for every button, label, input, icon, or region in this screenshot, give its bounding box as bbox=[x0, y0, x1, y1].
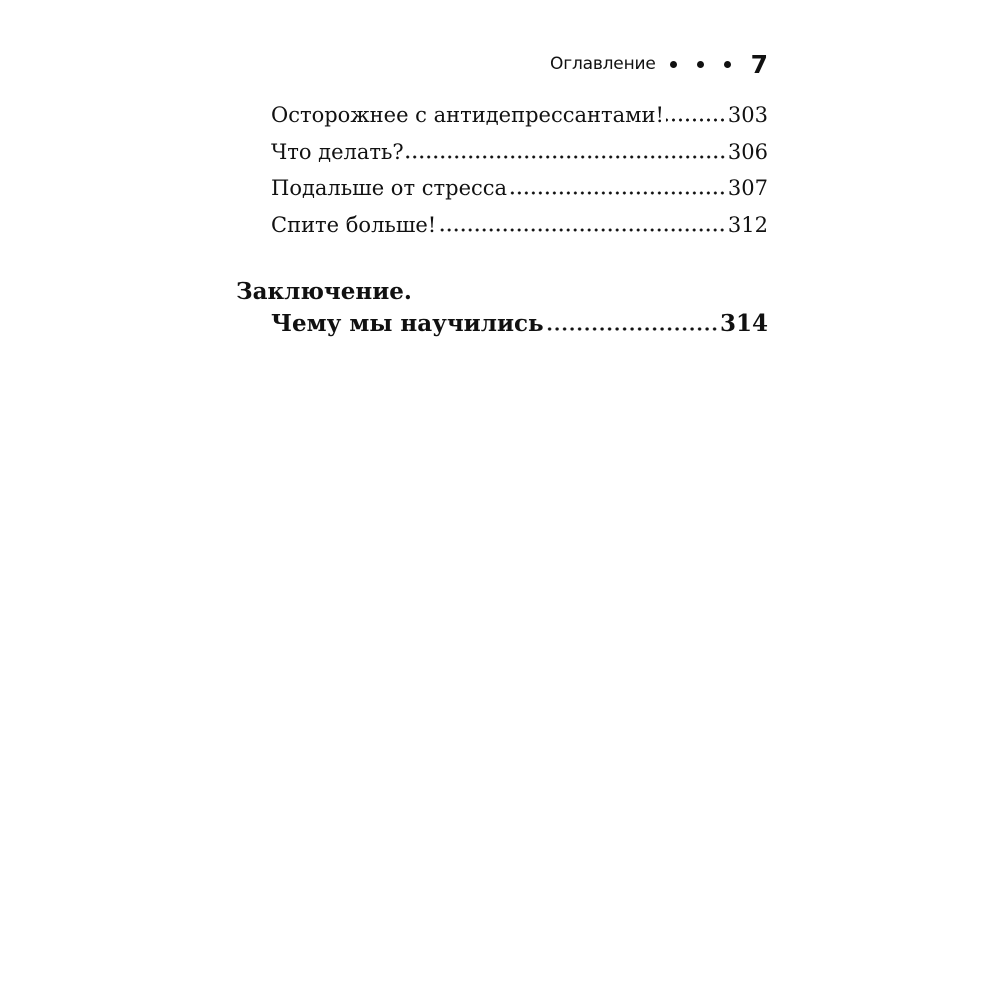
toc-entry bbox=[271, 176, 768, 213]
toc-entry bbox=[271, 103, 768, 140]
section-heading: Заключение. bbox=[236, 278, 412, 305]
table-of-contents bbox=[236, 103, 768, 347]
toc-entry-title: Подальше от стресса bbox=[271, 176, 508, 200]
dot-leader bbox=[438, 228, 726, 232]
header-title: Оглавление bbox=[550, 54, 656, 74]
toc-section-conclusion bbox=[236, 273, 768, 347]
dot-ornament-icon bbox=[670, 61, 677, 68]
toc-entry bbox=[271, 310, 768, 347]
header-page-number: 7 bbox=[750, 49, 768, 79]
toc-entry-page: 314 bbox=[719, 310, 768, 337]
toc-entry bbox=[271, 140, 768, 177]
toc-entry bbox=[271, 213, 768, 250]
running-header bbox=[236, 48, 768, 80]
dot-leader bbox=[546, 327, 718, 331]
toc-entry-page: 307 bbox=[727, 176, 768, 200]
toc-entry-title: Что делать? bbox=[271, 139, 404, 164]
toc-entry-title: Спите больше! bbox=[271, 212, 437, 237]
toc-entry-title: Осторожнее с антидепрессантами! bbox=[271, 103, 664, 127]
dot-ornament-icon bbox=[697, 61, 704, 68]
toc-entry-page: 303 bbox=[727, 103, 768, 127]
dot-ornament-icon bbox=[724, 61, 731, 68]
dot-leader bbox=[666, 118, 726, 122]
dot-leader bbox=[406, 155, 726, 159]
toc-entry-page: 306 bbox=[727, 139, 768, 164]
toc-entry-page: 312 bbox=[727, 212, 768, 237]
header-dots-ornament bbox=[670, 61, 731, 68]
dot-leader bbox=[509, 191, 726, 195]
toc-entry-title: Чему мы научились bbox=[271, 310, 544, 337]
